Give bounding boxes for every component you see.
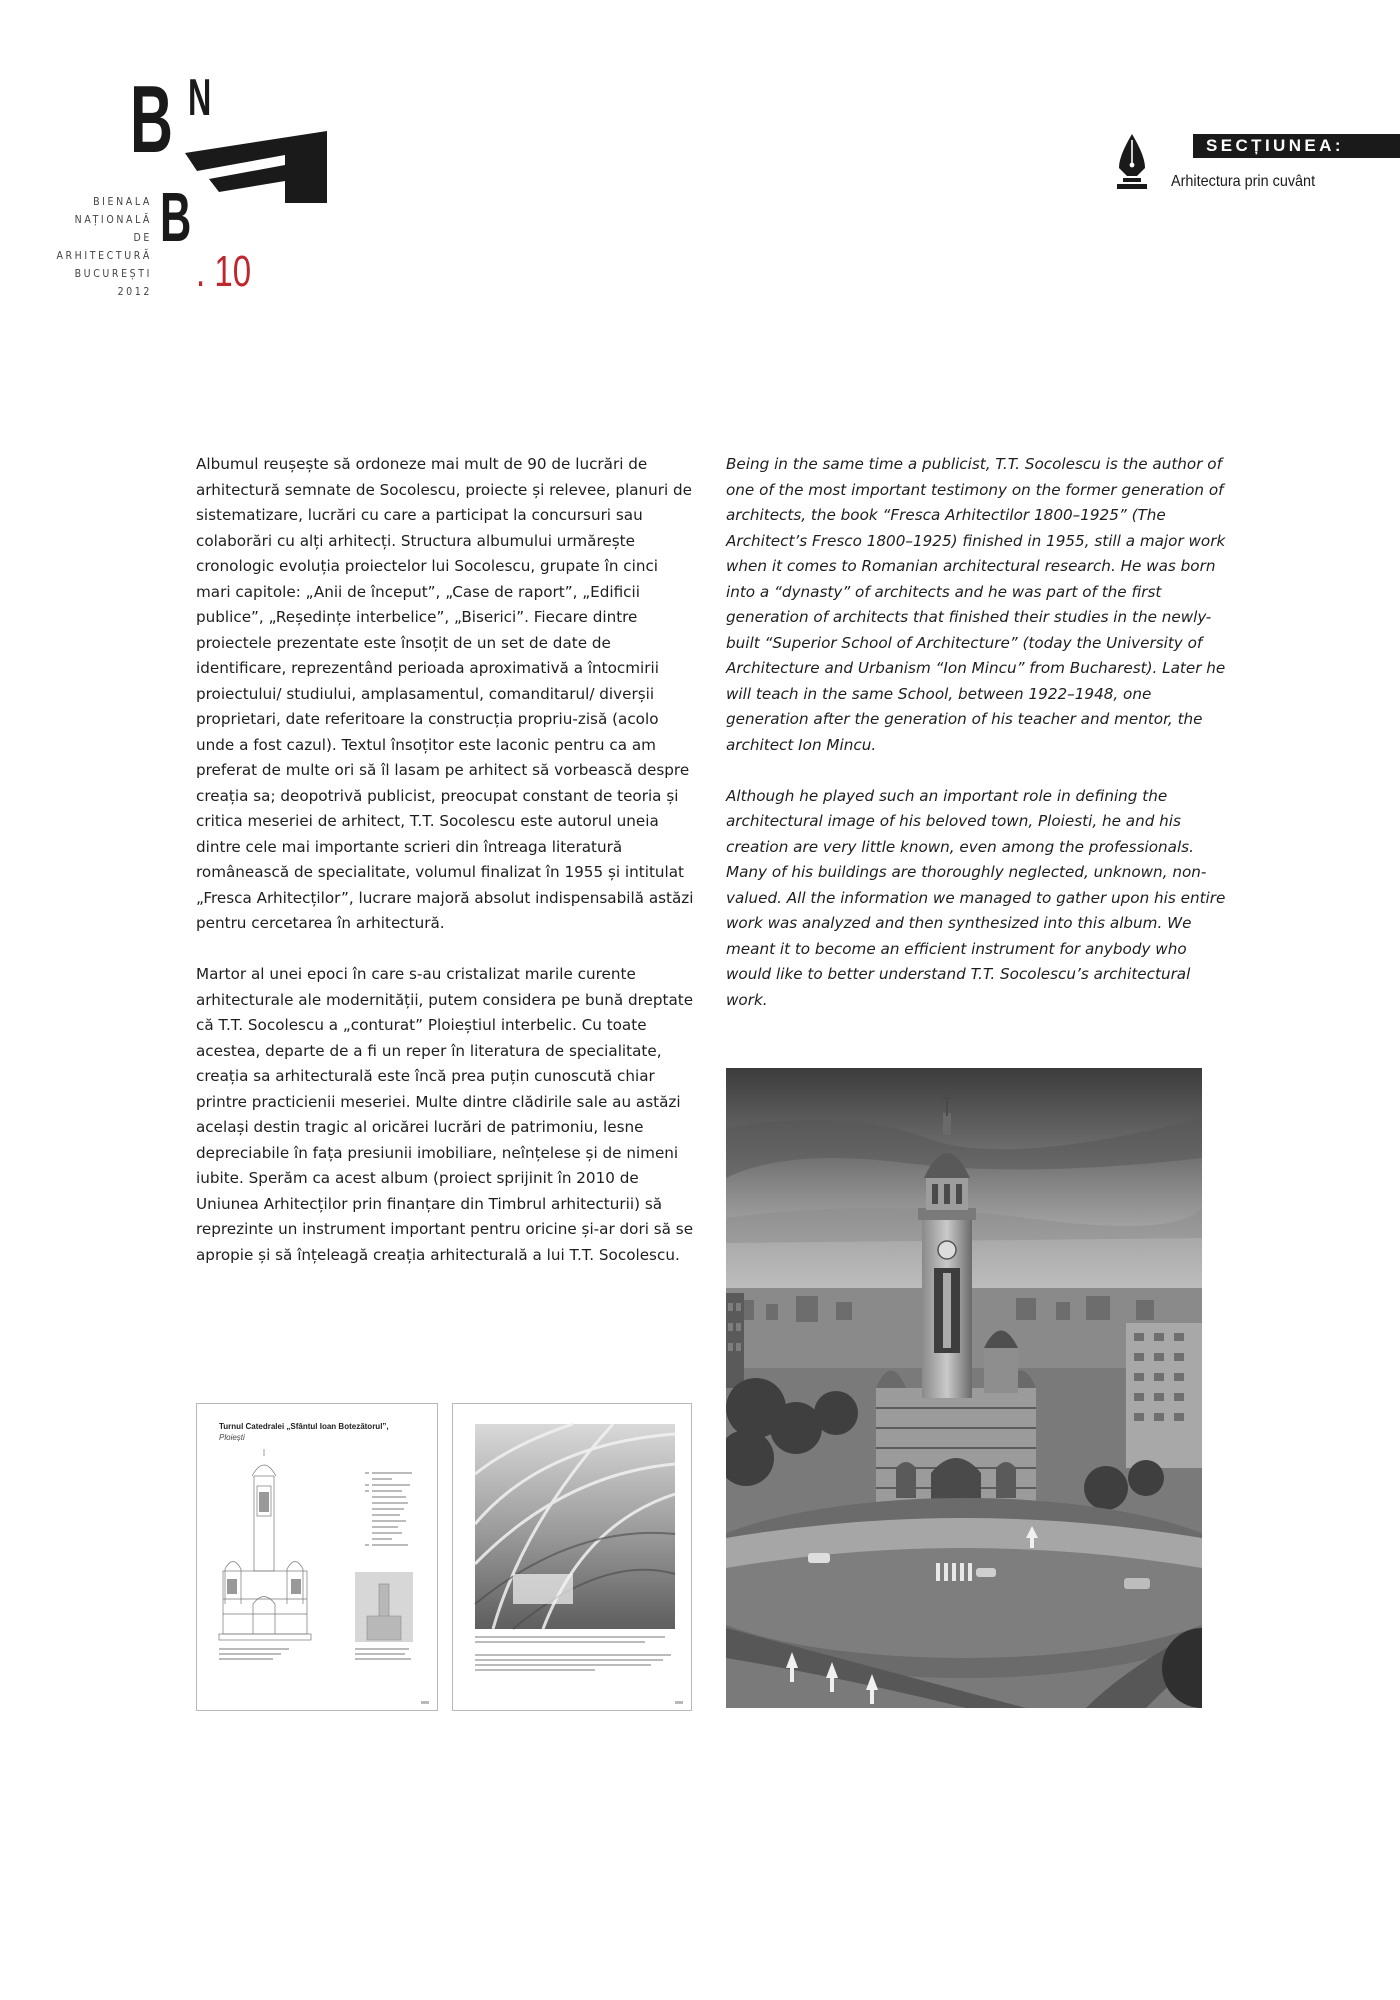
- page-number-mark: [421, 1701, 429, 1704]
- logo-letter-b: B: [130, 66, 173, 173]
- fountain-pen-nib-icon: [1115, 132, 1149, 190]
- cathedral-photo-image: [726, 1068, 1202, 1708]
- paragraph: Although he played such an important role in defining the architectural image of his beloved town, Ploiesti, he and his creation are very little known, even among the professionals. Many of his buildings are thoroughly neglected, unknown, non-valued. All the information we managed to gather upon his entire work was analyzed and then synthesized into this album. We meant it to become an efficient instrument for anybody who would like to better understand T.T. Socolescu’s architectural work.: [726, 786, 1226, 1009]
- section-title: SECȚIUNEA:: [1206, 136, 1344, 155]
- church-interior-photo: [453, 1404, 691, 1710]
- logo-letter-b-lower: B: [160, 178, 192, 256]
- logo-letter-n: N: [188, 69, 212, 127]
- album-page-thumbnail-interior: [452, 1403, 692, 1711]
- album-page-thumbnail-cathedral-drawings: [196, 1403, 438, 1711]
- thumbnail-title: Turnul Catedralei „Sfântul Ioan Botezătorul”,: [219, 1422, 389, 1431]
- page-number-mark: [675, 1701, 683, 1704]
- paragraph: Martor al unei epoci în care s-au cristalizat marile curente arhitecturale ale modernității, putem considera pe bună dreptate că T.T. Socolescu a „conturat” Ploieștiul interbelic. Cu toate acestea, departe de a fi un reper în literatura de specialitate, creația sa arhitecturală este încă prea puțin cunoscută chiar printre practicienii meseriei. Multe dintre clădirile sale au astăzi același destin tragic al oricărei lucrări de patrimoniu, lesne depreciabile în fața presiunii imobiliare, neînțelese și de nimeni iubite. Sperăm ca acest album (proiect sprijinit în 2010 de Uniunea Arhitecților prin finanțare din Timbrul arhitecturii) să reprezinte un instrument important pentru oricine și-ar dori să se apropie și să înțeleagă creația arhitecturală a lui T.T. Socolescu.: [196, 965, 694, 1264]
- logo-letter-a-shape: [185, 95, 335, 205]
- romanian-text-column: [196, 452, 696, 1294]
- bnab-logo: [0, 0, 360, 360]
- edition-number: . 10: [196, 247, 252, 296]
- cathedral-aerial-photo: [726, 1068, 1202, 1708]
- paragraph: Being in the same time a publicist, T.T. Socolescu is the author of one of the most important testimony on the former generation of architects, the book “Fresca Arhitectilor 1800–1925” (The Architect’s Fresco 1800–1925) finished in 1955, still a major work when it comes to Romanian architectural research. He was born into a “dynasty” of architects and he was part of the first generation of architects that finished their studies in the newly-built “Superior School of Architecture” (today the University of Architecture and Urbanism “Ion Mincu” from Bucharest). Later he will teach in the same School, between 1922–1948, one generation after the generation of his teacher and mentor, the architect Ion Mincu.: [726, 455, 1226, 754]
- english-text-column: [726, 452, 1226, 1039]
- paragraph: Albumul reușește să ordoneze mai mult de 90 de lucrări de arhitectură semnate de Socolescu, proiecte și relevee, planuri de sistematizare, lucrări cu care a participat la concursuri sau colaborări cu alți arhitecți. Structura albumului urmărește cronologic evoluția proiectelor lui Socolescu, grupate în cinci mari capitole: „Anii de început”, „Case de raport”, „Edificii publice”, „Reședințe interbelice”, „Biserici”. Fiecare dintre proiectele prezentate este însoțit de un set de date de identificare, reprezentând perioada aproximativă a întocmirii proiectului/ studiului, amplasamentul, comanditarul/ diverșii proprietari, date referitoare la construcția propriu-zisă (acolo unde a fost cazul). Textul însoțitor este laconic pentru ca am preferat de multe ori să îl lasam pe arhitect să vorbească despre creația sa; deopotrivă publicist, preocupat constant de teoria și critica meseriei de arhitect, T.T. Socolescu este autorul uneia dintre cele mai importante scrieri din întreaga literatură românească de specialitate, volumul finalizat în 1955 și intitulat „Fresca Arhitecților”, lucrare majoră absolut indispensabilă astăzi pentru cercetarea în arhitectură.: [196, 455, 694, 932]
- section-subtitle: Arhitectura prin cuvânt: [1171, 173, 1316, 190]
- thumbnail-subtitle: Ploiești: [219, 1433, 245, 1442]
- cathedral-drawings-image: [197, 1404, 437, 1710]
- logo-biennale-text: BIENALA NAȚIONALĂ DE ARHITECTURĂ BUCUREȘTI 2012: [56, 196, 152, 298]
